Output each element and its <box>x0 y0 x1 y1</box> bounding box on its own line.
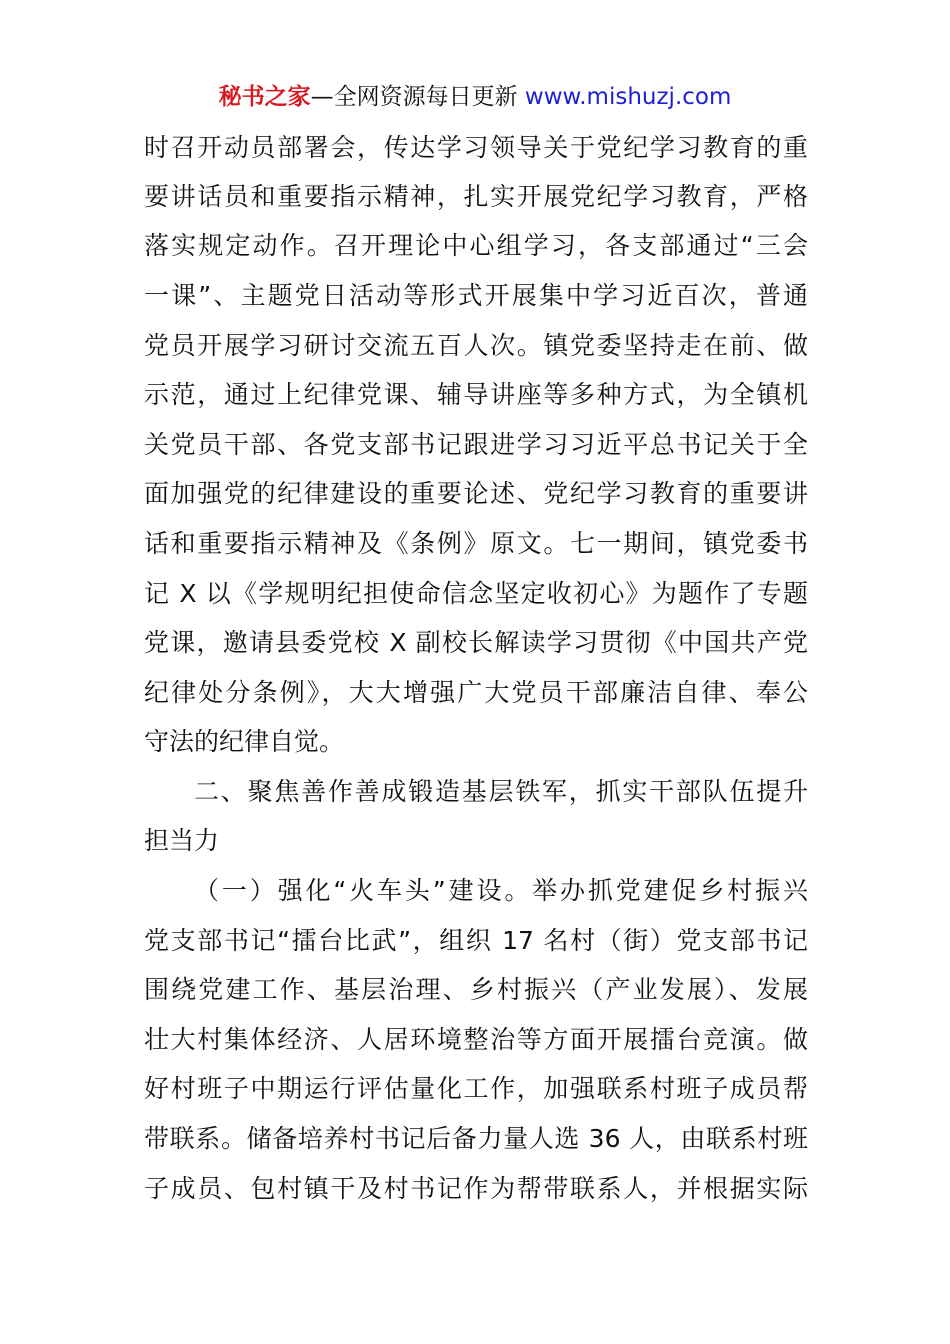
text-line: 一课”、主题党日活动等形式开展集中学习近百次，普通 <box>144 281 808 310</box>
text-line: 时召开动员部署会，传达学习领导关于党纪学习教育的重 <box>144 133 808 162</box>
subsection-line: （一）强化“火车头”建设。举办抓党建促乡村振兴 <box>194 876 808 905</box>
section-heading: 二、聚焦善作善成锻造基层铁军，抓实干部队伍提升 <box>194 777 808 806</box>
text-line: 党支部书记“擂台比武”，组织 17 名村（街）党支部书记 <box>144 926 808 955</box>
text-line: 子成员、包村镇干及村书记作为帮带联系人，并根据实际 <box>144 1174 808 1203</box>
section-heading-cont: 担当力 <box>144 826 220 855</box>
text-line: 围绕党建工作、基层治理、乡村振兴（产业发展）、发展 <box>144 975 808 1004</box>
text-line: 面加强党的纪律建设的重要论述、党纪学习教育的重要讲 <box>144 479 808 508</box>
text-line: 话和重要指示精神及《条例》原文。七一期间，镇党委书 <box>144 529 808 558</box>
text-line: 党课，邀请县委党校 X 副校长解读学习贯彻《中国共产党 <box>144 628 808 657</box>
header-brand: 秘书之家 <box>218 84 311 110</box>
text-line: 要讲话员和重要指示精神，扎实开展党纪学习教育，严格 <box>144 182 808 211</box>
header-site-link[interactable]: www.mishuzj.com <box>524 84 732 110</box>
text-line: 党员开展学习研讨交流五百人次。镇党委坚持走在前、做 <box>144 331 808 360</box>
text-line: 记 X 以《学规明纪担使命信念坚定收初心》为题作了专题 <box>144 579 808 608</box>
header-tagline: —全网资源每日更新 <box>310 84 518 110</box>
text-line: 带联系。储备培养村书记后备力量人选 36 人，由联系村班 <box>144 1124 808 1153</box>
text-line: 壮大村集体经济、人居环境整治等方面开展擂台竞演。做 <box>144 1025 808 1054</box>
text-line: 好村班子中期运行评估量化工作，加强联系村班子成员帮 <box>144 1074 808 1103</box>
page-header <box>0 80 950 114</box>
text-line: 纪律处分条例》，大大增强广大党员干部廉洁自律、奉公 <box>144 678 808 707</box>
text-line: 守法的纪律自觉。 <box>144 727 345 756</box>
text-line: 落实规定动作。召开理论中心组学习，各支部通过“三会 <box>144 231 808 260</box>
text-line: 示范，通过上纪律党课、辅导讲座等多种方式，为全镇机 <box>144 380 808 409</box>
text-line: 关党员干部、各党支部书记跟进学习习近平总书记关于全 <box>144 430 808 459</box>
